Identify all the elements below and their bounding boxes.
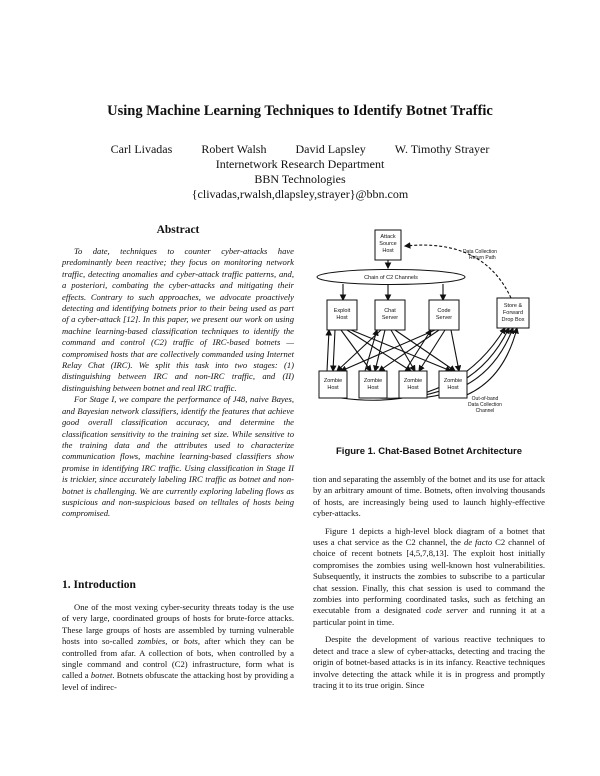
zombie-label: Host bbox=[407, 385, 419, 391]
paper-title: Using Machine Learning Techniques to Identify Botnet Traffic bbox=[107, 103, 493, 119]
body-paragraph: Despite the development of various reactive techniques to detect and trace a slew of cyber-attacks, detecting and tracing the origin of botnet-based attacks is in its infancy. Reactive techniques involve detecting the attack while it is in progress and promptly tracing it to its true origin. Since bbox=[313, 634, 545, 690]
abstract-paragraph: To date, techniques to counter cyber-attacks have predominantly been reactive; they focus on monitoring network traffic, detecting anomalies and cyber-attack traffic patterns, and, a posteriori, combating the cyber-attacks and mitigating their effects. Contrary to such approaches, we advocate proactively detecting and identifying botnets prior to their being used as part of a cyber-attack [12]. In this paper, we present our work on using machine learning-based classification techniques to identify the command and control (C2) traffic of IRC-based botnets — compromised hosts that are collectively commanded using Internet Relay Chat (IRC). We split this task into two stages: (1) distinguishing between IRC and non-IRC traffic, and (II) distinguishing between botnet and real IRC traffic. bbox=[62, 246, 294, 393]
return-path-label: Return Path bbox=[469, 255, 496, 261]
return-path-label: Data Collection bbox=[463, 249, 497, 255]
abstract-body bbox=[62, 246, 294, 520]
botnet-diagram bbox=[313, 228, 545, 438]
author-name: David Lapsley bbox=[295, 142, 366, 156]
zombie-host-group bbox=[319, 371, 467, 398]
exploit-host-label: Exploit bbox=[333, 308, 351, 314]
zombie-label: Host bbox=[367, 385, 379, 391]
exploit-host-label: Host bbox=[336, 315, 348, 321]
author-name: W. Timothy Strayer bbox=[394, 142, 490, 156]
c2-chain-label: Chain of C2 Channels bbox=[364, 275, 418, 281]
zombie-label: Host bbox=[447, 385, 459, 391]
oob-channel-label: Data Collection bbox=[468, 402, 502, 408]
oob-channel-label: Out-of-band bbox=[471, 396, 499, 402]
zombie-label: Zombie bbox=[323, 378, 343, 384]
drop-box-label: Forward bbox=[502, 310, 524, 316]
attack-host-label: Host bbox=[382, 248, 394, 254]
author-name: Carl Livadas bbox=[110, 142, 173, 156]
abstract-heading: Abstract bbox=[156, 224, 200, 236]
author-name: Robert Walsh bbox=[201, 142, 267, 156]
attack-host-label: Source bbox=[379, 241, 397, 247]
right-column-body bbox=[313, 474, 545, 691]
department: Internetwork Research Department bbox=[215, 157, 385, 171]
intro-body bbox=[62, 602, 294, 693]
zombie-label: Zombie bbox=[443, 378, 463, 384]
zombie-label: Zombie bbox=[363, 378, 383, 384]
drop-box-label: Drop Box bbox=[501, 317, 525, 323]
code-server-label: Code bbox=[437, 308, 451, 314]
chat-server-label: Chat bbox=[384, 308, 396, 314]
botnet-architecture-figure bbox=[313, 228, 545, 458]
zombie-label: Host bbox=[327, 385, 339, 391]
oob-channel-label: Channel bbox=[475, 408, 495, 414]
figure-caption: Figure 1. Chat-Based Botnet Architecture bbox=[336, 446, 522, 457]
code-server-label: Server bbox=[435, 315, 453, 321]
intro-paragraph: One of the most vexing cyber-security threats today is the use of very large, coordinated groups of hosts for brute-force attacks. These large groups of hosts are assembled by turning vulnerable hosts into so-called zombies, or bots, after which they can be controlled from afar. A collection of bots, when controlled by a single command and control (C2) infrastructure, form what is called a botnet. Botnets obfuscate the attacking host by providing a level of indirec- bbox=[62, 602, 294, 692]
zombie-label: Zombie bbox=[403, 378, 423, 384]
drop-box-label: Store & bbox=[503, 303, 523, 309]
attack-host-label: Attack bbox=[380, 234, 396, 240]
body-paragraph: tion and separating the assembly of the botnet and its use for attack by an arbitrary amount of time. Botnets, often involving thousands of hosts, are increasingly being used to launch highly-effective cyber-attacks. bbox=[313, 474, 545, 519]
body-paragraph: Figure 1 depicts a high-level block diagram of a botnet that uses a chat service as the C2 channel, the de facto C2 channel of choice of recent botnets [4,5,7,8,13]. The exploit host initially compromises the zombies using well-known host vulnerabilities. Subsequently, it instructs the zombies to subscribe to a particular chat session. Finally, this chat session is used to command the zombies into performing coordinated tasks, such as fetching an executable from a designated code server and running it at a particular point in time. bbox=[313, 525, 546, 627]
organization: BBN Technologies bbox=[254, 172, 346, 186]
author-emails: {clivadas,rwalsh,dlapsley,strayer}@bbn.com bbox=[191, 187, 409, 201]
author-names bbox=[0, 142, 600, 157]
author-block bbox=[0, 142, 600, 202]
chat-server-label: Server bbox=[381, 315, 399, 321]
intro-heading: 1. Introduction bbox=[62, 579, 136, 591]
abstract-paragraph: For Stage I, we compare the performance of J48, naive Bayes, and Bayesian network classifiers, identify the features that achieve good overall classification accuracy, and determine the classification sensitivity to the training set size. While sensitive to the training data and the attributes used to characterize communication flows, machine learning-based classifiers show promise in identifying IRC traffic. Using classification in Stage II is trickier, since accurately labeling IRC traffic as botnet and non-botnet is challenging. We are currently exploring labeling flows as suspicious and non-suspicious based on telltales of hosts being compromised. bbox=[62, 394, 294, 519]
